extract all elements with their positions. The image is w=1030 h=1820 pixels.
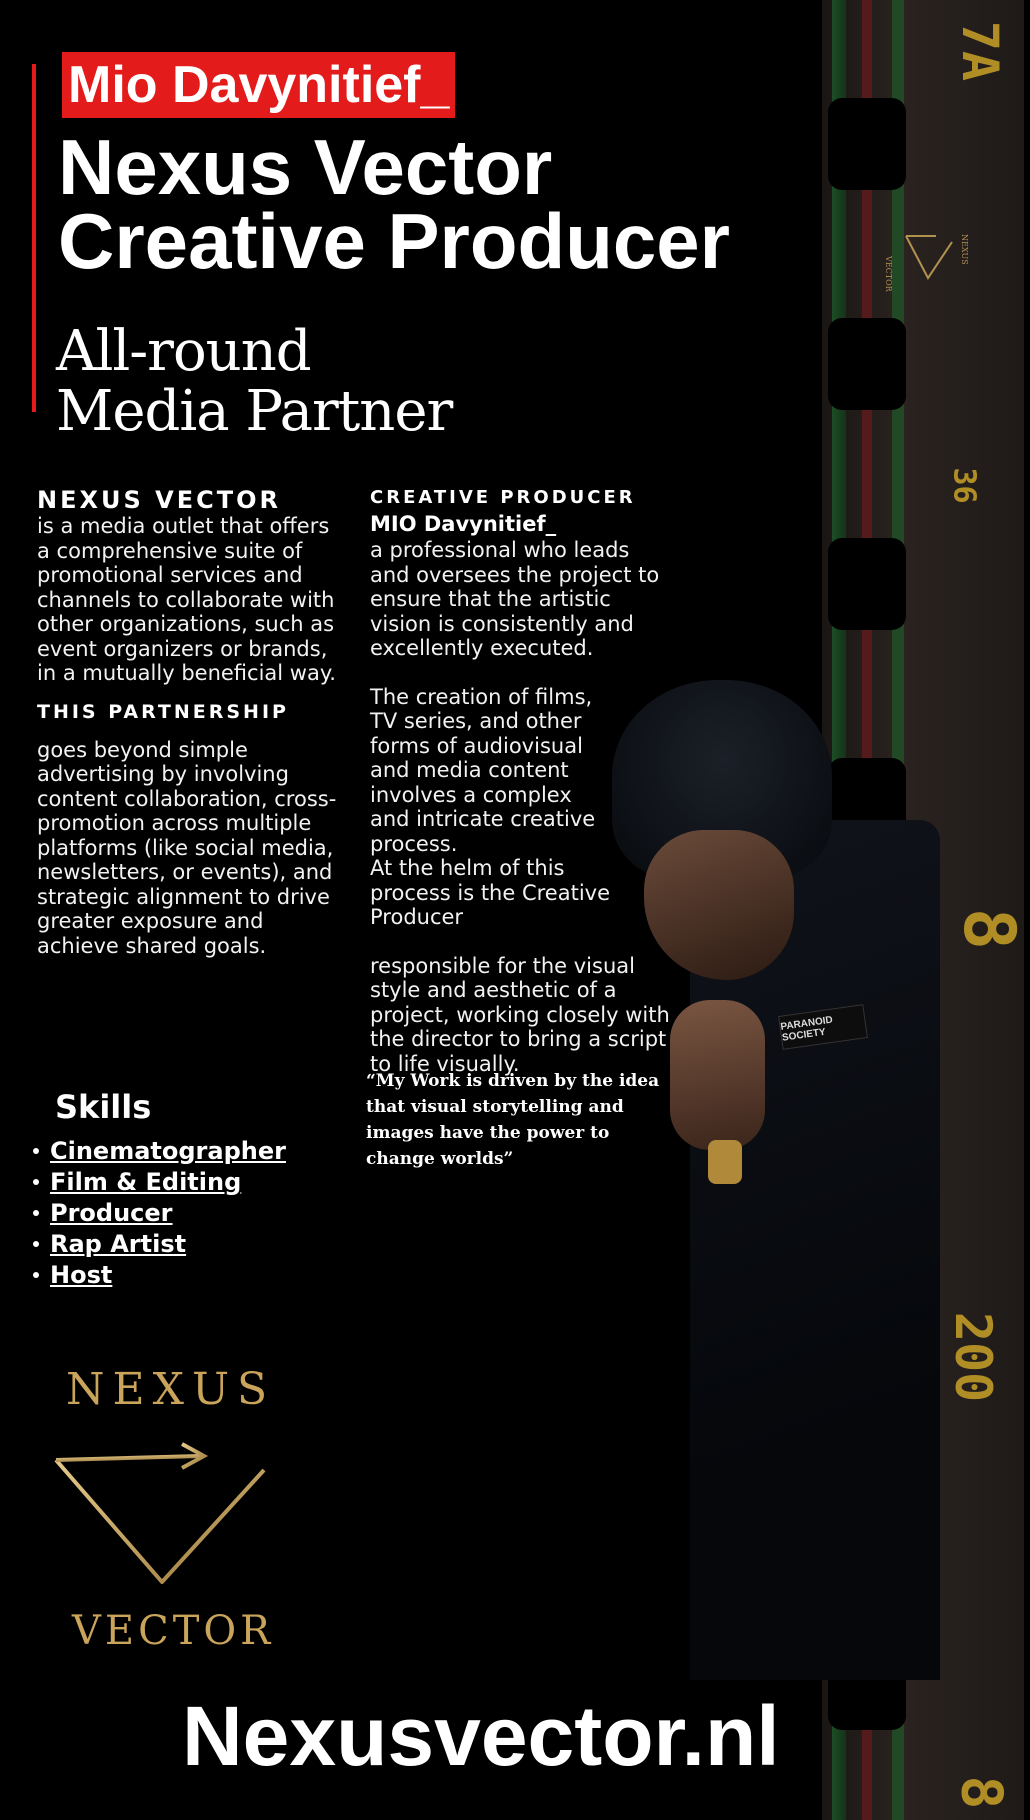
bullet-icon [33,1148,39,1154]
title-line: Creative Producer [58,197,730,285]
section-heading: THIS PARTNERSHIP [37,700,289,723]
skill-link[interactable]: Producer [50,1199,173,1227]
skill-link[interactable]: Cinematographer [50,1137,286,1165]
section-heading: CREATIVE PRODUCER [370,487,636,508]
film-sprocket-hole [828,538,906,630]
svg-text:VECTOR: VECTOR [884,256,893,292]
film-number: 8 [948,907,1030,951]
list-item [30,1167,286,1198]
bullet-icon [33,1272,39,1278]
skills-list [30,1136,286,1291]
website-link[interactable]: Nexusvector.nl [182,1689,780,1783]
film-number: 7A [951,20,1010,82]
film-sprocket-hole [828,98,906,190]
small-logo-icon [884,228,972,292]
list-item [30,1229,286,1260]
paragraph: a professional who leads and oversees the project to ensure that the artistic vision is consistently and excellently executed. [370,538,660,660]
skills-heading: Skills [55,1088,152,1126]
quote: “My Work is driven by the idea that visual storytelling and images have the power to change worlds” [366,1071,660,1169]
list-item [30,1198,286,1229]
bullet-icon [33,1241,39,1247]
film-number: 8 [948,1775,1014,1810]
bullet-icon [33,1210,39,1216]
jacket-patch: PARANOID SOCIETY [778,1004,868,1050]
skill-link[interactable]: Rap Artist [50,1230,187,1258]
paragraph: The creation of films, TV series, and other forms of audiovisual and media content involves a complex and intricate creative process. [370,684,596,856]
nexus-vector-logo [52,1364,292,1664]
subtitle [56,319,453,444]
right-column [370,486,670,1076]
left-column [37,486,337,958]
page-title [58,123,730,285]
paragraph: At the helm of this process is the Creative Producer [370,856,611,929]
list-item [30,1260,286,1291]
skill-link[interactable]: Host [50,1261,113,1289]
subtitle-line: Media Partner [56,379,453,444]
name-tag: Mio Davynitief_ [62,52,455,118]
logo-text-bottom: VECTOR [72,1608,275,1654]
paragraph: is a media outlet that offers a comprehensive suite of promotional services and channels to collaborate with other organizations, such as event organizers or brands, in a mutually beneficial way. [37,514,336,685]
bullet-icon [33,1179,39,1185]
vector-arrow-icon [52,1444,272,1594]
skill-link[interactable]: Film & Editing [50,1168,242,1196]
title-line: Nexus Vector [58,123,553,211]
paragraph: responsible for the visual style and aesthetic of a project, working closely with the director to bring a script to life visually. [370,953,670,1076]
accent-bar [32,64,36,412]
list-item [30,1136,286,1167]
section-heading: NEXUS VECTOR [37,486,281,514]
film-sprocket-hole [828,318,906,410]
producer-name: MIO Davynitief_ [370,512,557,536]
logo-text-top: NEXUS [66,1364,276,1415]
subtitle-line: All-round [56,319,311,384]
film-number: 36 [946,467,982,504]
paragraph: goes beyond simple advertising by involving content collaboration, cross-promotion across multiple platforms (like social media, newsletters, or events), and strategic alignment to drive greater exposure and achieve shared goals. [37,737,337,958]
svg-text:NEXUS: NEXUS [960,234,969,265]
film-number: 200 [944,1311,1003,1403]
